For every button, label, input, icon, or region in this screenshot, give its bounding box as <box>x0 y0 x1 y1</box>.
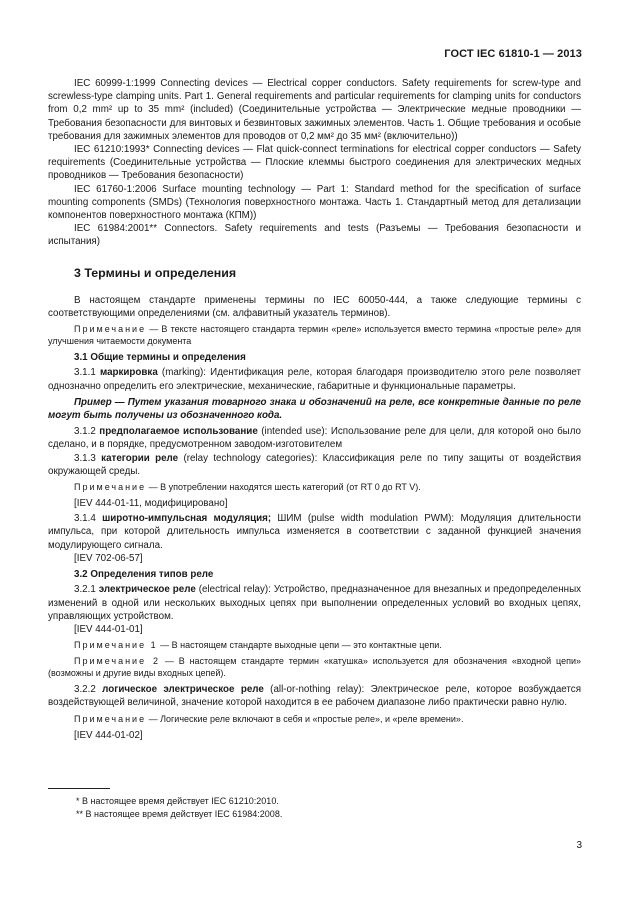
term-3-2-2-note <box>48 713 581 725</box>
footnote-1: * В настоящее время действует IEC 61210:2010. <box>76 796 279 806</box>
section-3-heading: 3 Термины и определения <box>74 265 237 280</box>
term-3-2-2 <box>48 683 581 709</box>
standard-header: ГОСТ IEC 61810-1 — 2013 <box>444 48 582 60</box>
term-name: маркировка <box>99 367 158 379</box>
term-3-2-1-note-2 <box>48 655 581 679</box>
note-text: — В настоящем стандарте выходные цепи — это контактные цепи. <box>157 640 442 651</box>
term-number: 3.1.1 <box>74 367 100 379</box>
note-label: Примечание 1 <box>74 640 158 651</box>
term-3-1-1 <box>48 366 581 392</box>
page-number: 3 <box>576 840 582 851</box>
term-number: 3.1.4 <box>74 513 103 525</box>
term-number: 3.1.2 <box>74 426 100 438</box>
reference-iec-61760-1: IEC 61760-1:2006 Surface mounting technology — Part 1: Standard method for the specification of surface mounting components (SMDs) (Технология поверхностного монтажа. Часть 1. Стандартный метод для детализации компонентов поверхностного монтажа (КПМ)) <box>48 183 581 222</box>
note-label: Примечание 2 <box>74 656 160 667</box>
term-name: логическое электрическое реле <box>102 684 264 696</box>
term-definition: ШИМ (pulse width modulation PWM): Модуляция длительности импульса, при которой длительность импульса изменяется в соответствии с заданной функцией значения модулирующего сигнала. <box>48 513 581 551</box>
reference-iec-61210: IEC 61210:1993* Connecting devices — Flat quick-connect terminations for electrical copper conductors — Safety requirements (Соединительные устройства — Плоские клеммы быстрого соединения для электрических медных проводников — Требования безопасности) <box>48 144 581 182</box>
note-text: — В настоящем стандарте термин «катушка» используется для обозначения «входной цепи» (возможны и другие виды входных цепей). <box>48 656 581 679</box>
section-3-2-heading: 3.2 Определения типов реле <box>74 569 214 581</box>
term-3-1-3-iev-ref: [IEV 444-01-11, модифицировано] <box>74 498 228 510</box>
term-3-2-1 <box>48 583 581 623</box>
term-3-1-4 <box>48 512 581 552</box>
term-3-2-1-iev-ref: [IEV 444-01-01] <box>74 623 143 635</box>
note-text: — В тексте настоящего стандарта термин «реле» используется вместо термина «простые реле» для улучшения читаемости документа <box>48 324 581 347</box>
term-3-1-2 <box>48 425 581 451</box>
term-definition: (relay technology categories): Классификация реле по типу защиты от воздействия окружающей среды. <box>48 452 582 477</box>
term-3-1-3-note <box>48 481 581 493</box>
term-definition: (marking): Идентификация реле, которая благодаря производителю этого реле позволяет однозначно определить его электрические, механические, габаритные и функциональные параметры. <box>48 367 582 392</box>
term-name: широтно-импульсная модуляция; <box>102 513 272 525</box>
term-definition: (intended use): Использование реле для цели, для которой оно было сделано, и в порядке, предусмотренном заводом-изготовителем <box>48 426 581 451</box>
term-3-2-1-note-1 <box>48 639 581 651</box>
note-label: Примечание <box>74 324 147 335</box>
note-label: Примечание <box>74 713 147 724</box>
term-number: 3.2.1 <box>74 584 99 596</box>
term-3-1-3 <box>48 452 581 478</box>
reference-iec-60999-1: IEC 60999-1:1999 Connecting devices — Electrical copper conductors. Safety requirements for screw-type and screwless-type clamping units. Part 1. General requirements and particular requirements for clamping units for conductors from 0,2 mm² up to 35 mm² (included) (Соединительные устройства — Электрические медные проводники — Требования безопасности для винтовых и безвинтовых зажимных элементов. Часть 1. Общие требования и особые требования для зажимных элементов для проводов от 0,2 мм² до 35 мм² (включительно)) <box>48 78 581 142</box>
note-text: — Логические реле включают в себя и «простые реле», и «реле времени». <box>146 713 464 724</box>
footnote-2: ** В настоящее время действует IEC 61984:2008. <box>76 809 283 819</box>
term-3-1-1-example: Пример — Путем указания товарного знака и обозначений на реле, все конкретные данные по реле могут быть получены из обозначенного кода. <box>48 396 581 422</box>
page-content <box>48 77 581 744</box>
term-number: 3.1.3 <box>74 452 102 464</box>
term-name: предполагаемое использование <box>99 426 258 438</box>
section-3-1-heading: 3.1 Общие термины и определения <box>74 352 246 364</box>
footnotes <box>76 795 282 821</box>
term-definition: (all-or-nothing relay): Электрическое реле, которое возбуждается воздействующей величиной, значение которой находится в ее рабочем диапазоне либо практически равно нулю. <box>48 684 582 709</box>
term-number: 3.2.2 <box>74 684 103 696</box>
reference-iec-61984: IEC 61984:2001** Connectors. Safety requirements and tests (Разъемы — Требования безопасности и испытания) <box>48 223 581 248</box>
section-3-intro: В настоящем стандарте применены термины по IEC 60050-444, а также следующие термины с соответствующими определениями (см. алфавитный указатель терминов). <box>48 294 581 320</box>
term-3-1-4-iev-ref: [IEV 702-06-57] <box>74 552 143 564</box>
term-name: категории реле <box>101 452 179 464</box>
term-definition: (electrical relay): Устройство, предназначенное для внезапных и предопределенных изменений в одной или нескольких выходных цепях при выполнении определенных условий во входных цепях, управляющих устройством. <box>48 584 582 622</box>
note-label: Примечание <box>74 482 147 493</box>
footnote-divider <box>48 788 110 789</box>
section-3-note <box>48 323 581 347</box>
term-name: электрическое реле <box>98 584 196 596</box>
note-text: — В употреблении находятся шесть категорий (от RT 0 до RT V). <box>146 482 421 493</box>
term-3-2-2-iev-ref: [IEV 444-01-02] <box>74 729 143 741</box>
